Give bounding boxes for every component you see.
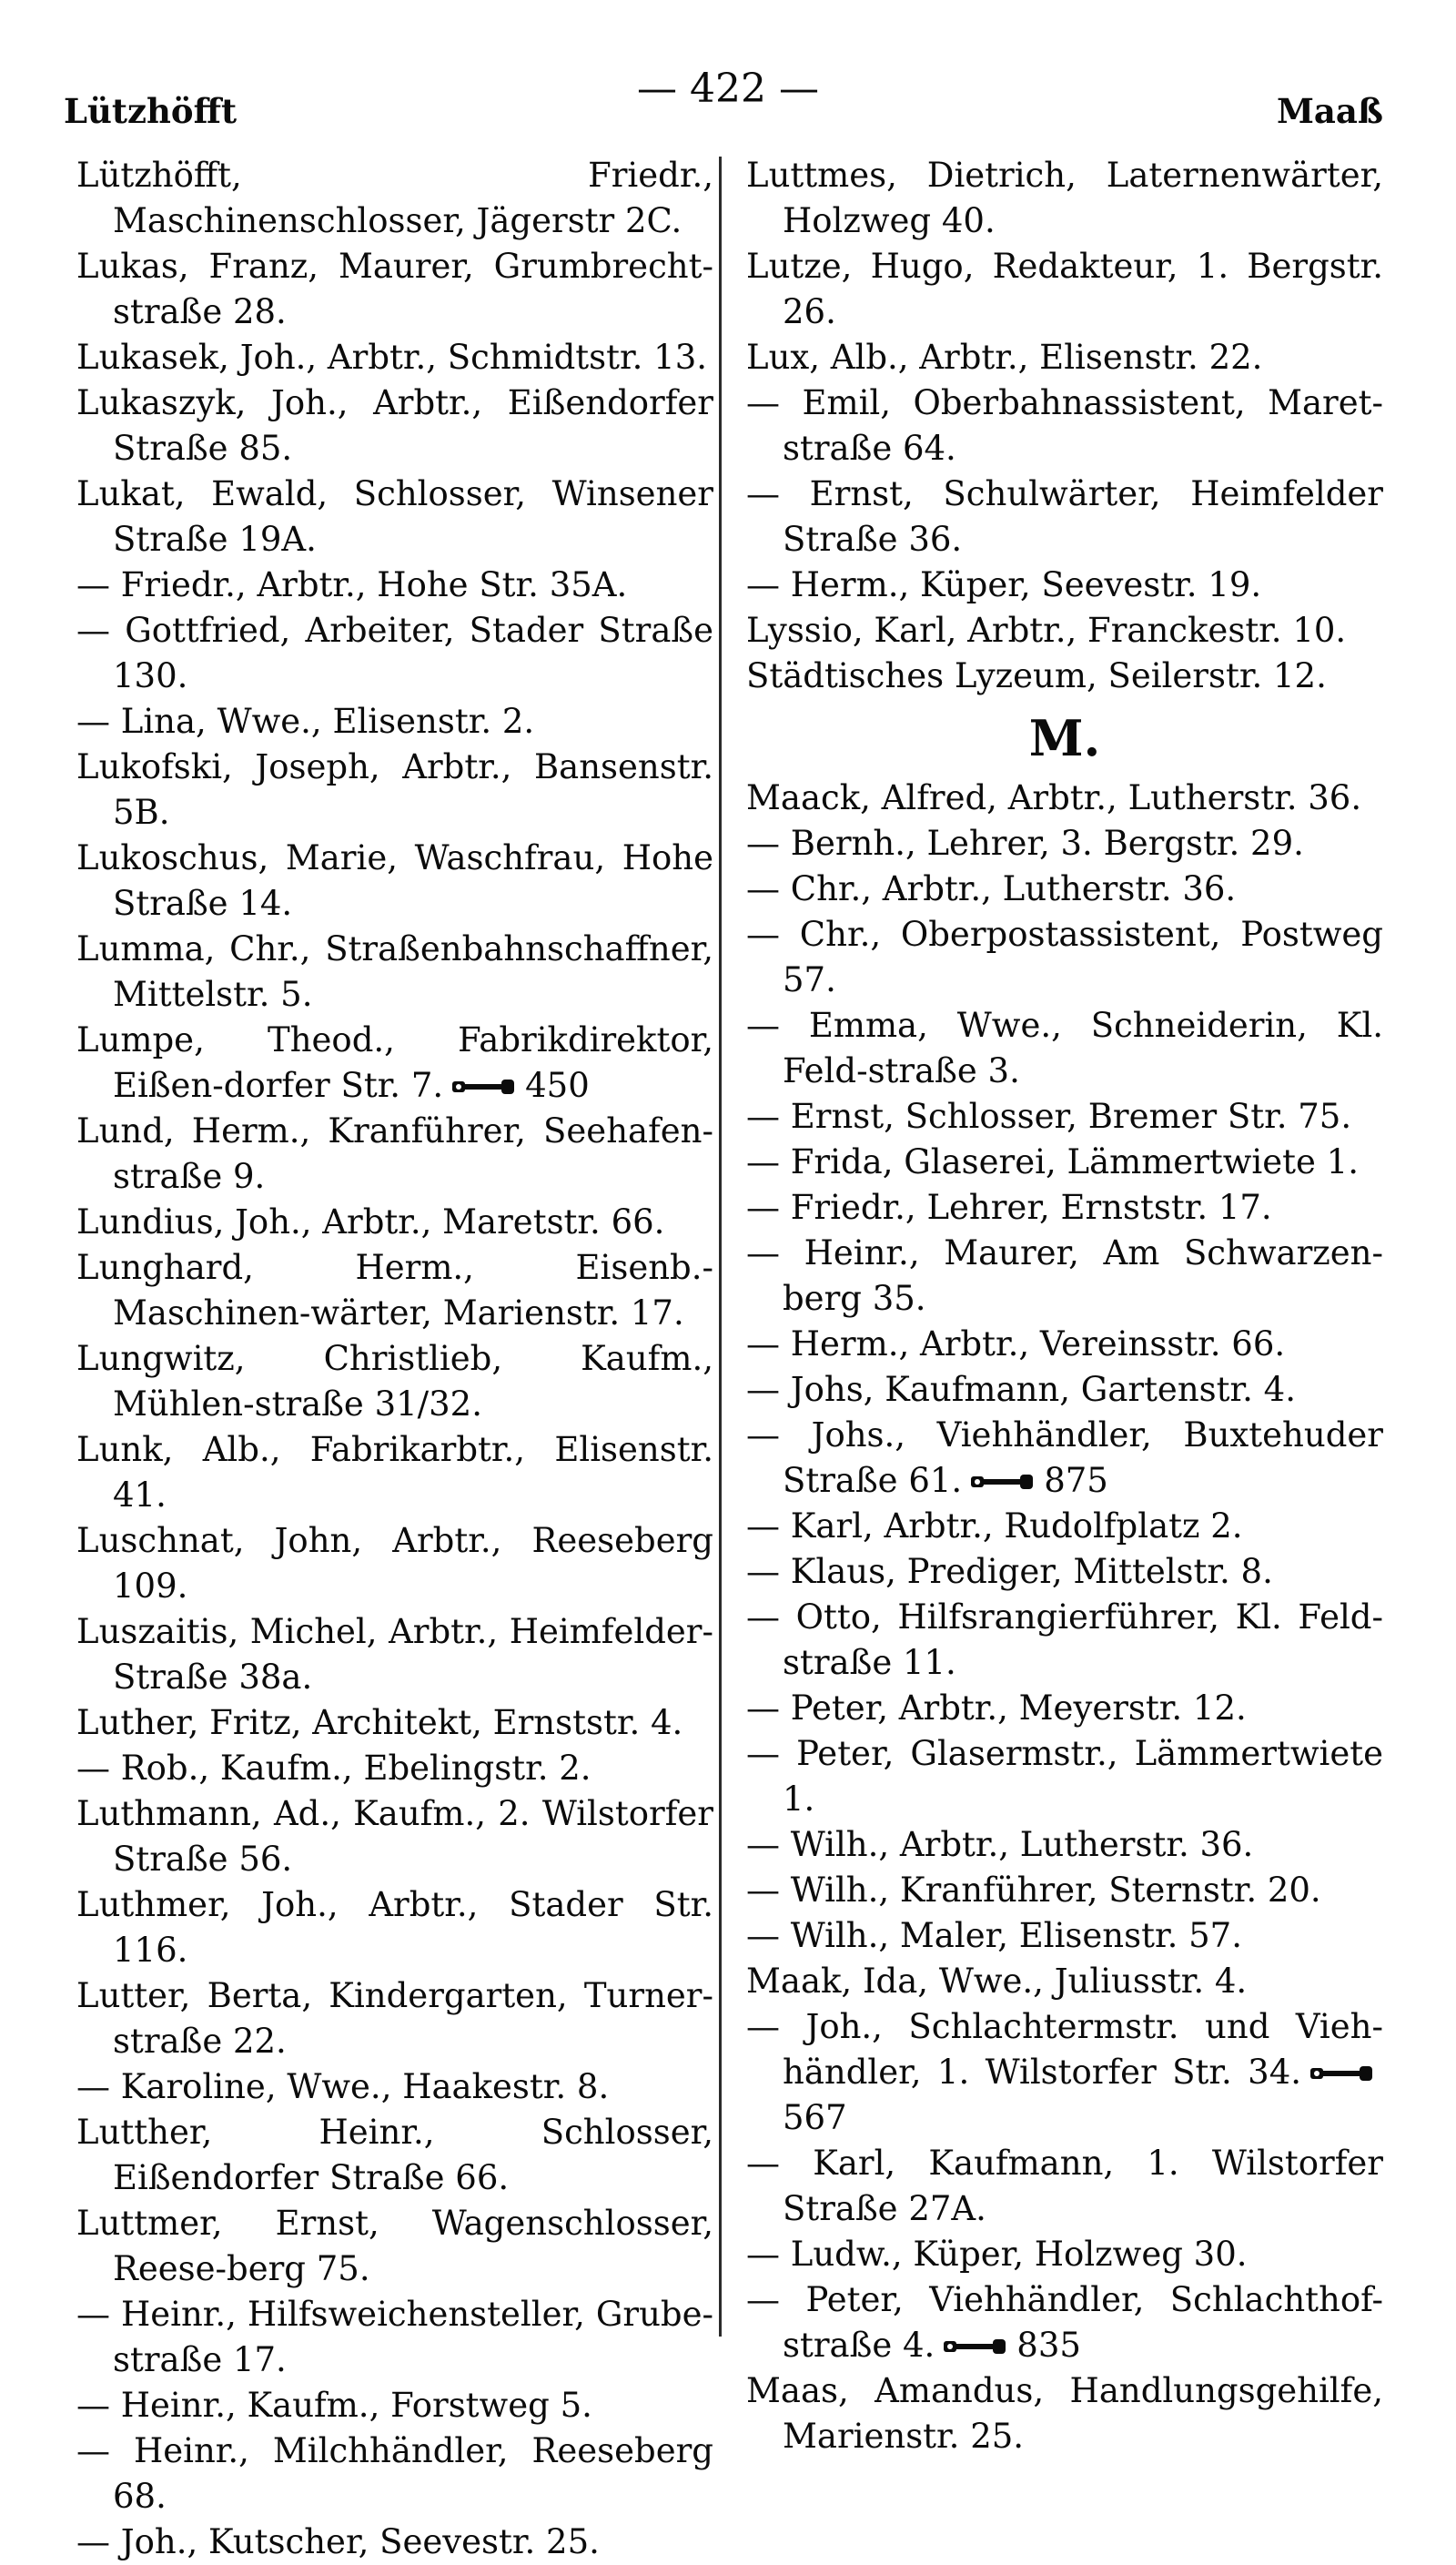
directory-entry bbox=[76, 2064, 713, 2110]
entry-text: Lukaszyk, Joh., Arbtr., Eißendorfer Straße 85. bbox=[76, 383, 713, 468]
directory-entry bbox=[76, 1427, 713, 1518]
directory-entry bbox=[746, 776, 1383, 821]
entry-text: Lundius, Joh., Arbtr., Maretstr. 66. bbox=[76, 1202, 665, 1242]
entry-text: Luttmes, Dietrich, Laternenwärter, Holzweg 40. bbox=[746, 156, 1383, 240]
entry-text: Luthmer, Joh., Arbtr., Stader Str. 116. bbox=[76, 1885, 713, 1970]
entry-text: Lyssio, Karl, Arbtr., Franckestr. 10. bbox=[746, 611, 1347, 650]
directory-entry bbox=[76, 2428, 713, 2519]
directory-entry bbox=[76, 1700, 713, 1746]
directory-entry bbox=[76, 1109, 713, 1200]
directory-entry bbox=[746, 867, 1383, 912]
directory-entry bbox=[746, 1549, 1383, 1595]
directory-entry bbox=[746, 608, 1383, 654]
directory-entry bbox=[76, 836, 713, 927]
entry-text: — Herm., Arbtr., Vereinsstr. 66. bbox=[746, 1324, 1286, 1364]
phone-number: 835 bbox=[1016, 2326, 1081, 2365]
entry-text: — Frida, Glaserei, Lämmertwiete 1. bbox=[746, 1142, 1359, 1181]
running-head-left: Lützhöfft bbox=[64, 91, 238, 131]
directory-entry bbox=[746, 1231, 1383, 1322]
entry-text: Lukofski, Joseph, Arbtr., Bansenstr. 5B. bbox=[76, 747, 713, 832]
directory-entry bbox=[76, 745, 713, 836]
entry-text: — Heinr., Hilfsweichensteller, Grube-straße 17. bbox=[76, 2295, 713, 2379]
entry-text: — Wilh., Maler, Elisenstr. 57. bbox=[746, 1916, 1242, 1955]
entry-text: Lukoschus, Marie, Waschfrau, Hohe Straße 14. bbox=[76, 838, 713, 923]
directory-entry bbox=[76, 471, 713, 563]
entry-text: Luttmer, Ernst, Wagenschlosser, Reese-berg 75. bbox=[76, 2204, 713, 2288]
entry-text: — Otto, Hilfsrangierführer, Kl. Feld-straße 11. bbox=[746, 1597, 1383, 1682]
entry-text: Lukat, Ewald, Schlosser, Winsener Straße 19A. bbox=[76, 474, 713, 559]
entry-text: Luszaitis, Michel, Arbtr., Heimfelder-Straße 38a. bbox=[76, 1612, 713, 1697]
directory-entry bbox=[746, 1686, 1383, 1731]
entry-text: — Wilh., Arbtr., Lutherstr. 36. bbox=[746, 1825, 1254, 1864]
directory-entry bbox=[76, 2519, 713, 2565]
entry-text: Lunk, Alb., Fabrikarbtr., Elisenstr. 41. bbox=[76, 1430, 713, 1515]
directory-entry bbox=[746, 1822, 1383, 1868]
entry-text: — Gottfried, Arbeiter, Stader Straße 130. bbox=[76, 611, 713, 695]
entry-text: — Klaus, Prediger, Mittelstr. 8. bbox=[746, 1552, 1273, 1591]
entry-text: Maack, Alfred, Arbtr., Lutherstr. 36. bbox=[746, 778, 1362, 817]
telephone-icon bbox=[450, 1075, 518, 1099]
section-letter: M. bbox=[1028, 709, 1101, 767]
directory-entry bbox=[746, 1094, 1383, 1140]
entry-text: — Friedr., Lehrer, Ernststr. 17. bbox=[746, 1188, 1272, 1227]
directory-entry bbox=[746, 1731, 1383, 1822]
entry-text: — Ernst, Schulwärter, Heimfelder Straße 36. bbox=[746, 474, 1383, 559]
entry-text: — Bernh., Lehrer, 3. Bergstr. 29. bbox=[746, 824, 1304, 863]
phone-number: 450 bbox=[525, 1066, 590, 1105]
directory-entry bbox=[76, 1609, 713, 1700]
directory-entry bbox=[746, 912, 1383, 1003]
entry-text: — Johs., Viehhändler, Buxtehuder Straße 61. bbox=[746, 1415, 1383, 1500]
directory-entry bbox=[746, 1595, 1383, 1686]
column-divider bbox=[719, 157, 722, 2337]
directory-entry bbox=[76, 1791, 713, 1882]
directory-entry bbox=[76, 1518, 713, 1609]
directory-entry bbox=[76, 1018, 713, 1109]
directory-entry bbox=[76, 563, 713, 608]
telephone-icon bbox=[969, 1470, 1036, 1494]
directory-entry bbox=[76, 1746, 713, 1791]
directory-entry bbox=[746, 471, 1383, 563]
directory-entry bbox=[76, 2201, 713, 2292]
entry-text: — Peter, Viehhändler, Schlachthof-straße 4. bbox=[746, 2280, 1383, 2365]
directory-entry bbox=[746, 335, 1383, 380]
entry-text: — Karl, Arbtr., Rudolfplatz 2. bbox=[746, 1506, 1243, 1546]
left-column bbox=[76, 153, 713, 2565]
directory-entry bbox=[746, 1322, 1383, 1367]
phone-number: 567 bbox=[783, 2098, 847, 2137]
entry-text: Lund, Herm., Kranführer, Seehafen-straße 9. bbox=[76, 1111, 713, 1196]
directory-entry bbox=[76, 380, 713, 471]
entry-text: — Chr., Oberpostassistent, Postweg 57. bbox=[746, 915, 1383, 999]
entry-text: Lumma, Chr., Straßenbahnschaffner, Mittelstr. 5. bbox=[76, 929, 713, 1014]
entry-text: — Friedr., Arbtr., Hohe Str. 35A. bbox=[76, 565, 628, 604]
running-head-right: Maaß bbox=[1276, 91, 1383, 131]
directory-entry bbox=[76, 608, 713, 699]
directory-entry bbox=[76, 335, 713, 380]
right-column bbox=[746, 153, 1383, 2459]
entry-text: — Heinr., Kaufm., Forstweg 5. bbox=[76, 2386, 592, 2425]
directory-entry bbox=[76, 699, 713, 745]
directory-entry bbox=[76, 927, 713, 1018]
directory-entry bbox=[746, 654, 1383, 699]
entry-text: — Karoline, Wwe., Haakestr. 8. bbox=[76, 2067, 610, 2106]
entry-text: Lutze, Hugo, Redakteur, 1. Bergstr. 26. bbox=[746, 247, 1383, 331]
directory-entry bbox=[746, 1367, 1383, 1413]
entry-text: Lutther, Heinr., Schlosser, Eißendorfer Straße 66. bbox=[76, 2113, 713, 2197]
directory-entry bbox=[76, 244, 713, 335]
directory-entry bbox=[76, 1882, 713, 1973]
entry-text: — Joh., Schlachtermstr. und Vieh-händler, 1. Wilstorfer Str. 34. bbox=[746, 2007, 1383, 2092]
entry-text: Maak, Ida, Wwe., Juliusstr. 4. bbox=[746, 1962, 1248, 2001]
entry-text: — Ernst, Schlosser, Bremer Str. 75. bbox=[746, 1097, 1352, 1136]
entry-text: Lukas, Franz, Maurer, Grumbrecht-straße 28. bbox=[76, 247, 713, 331]
directory-entry bbox=[746, 380, 1383, 471]
directory-entry bbox=[746, 1868, 1383, 1913]
entry-text: Luschnat, John, Arbtr., Reeseberg 109. bbox=[76, 1521, 713, 1606]
entry-text: Maas, Amandus, Handlungsgehilfe, Marienstr. 25. bbox=[746, 2371, 1383, 2456]
entry-text: Lukasek, Joh., Arbtr., Schmidtstr. 13. bbox=[76, 338, 708, 377]
entry-text: — Herm., Küper, Seevestr. 19. bbox=[746, 565, 1262, 604]
entry-text: Städtisches Lyzeum, Seilerstr. 12. bbox=[746, 656, 1327, 695]
directory-entry bbox=[746, 1003, 1383, 1094]
directory-entry bbox=[76, 1245, 713, 1336]
entry-text: — Heinr., Milchhändler, Reeseberg 68. bbox=[76, 2431, 713, 2516]
phone-number: 875 bbox=[1044, 1461, 1108, 1500]
directory-entry bbox=[746, 1413, 1383, 1504]
entry-text: — Heinr., Maurer, Am Schwarzen-berg 35. bbox=[746, 1233, 1383, 1318]
directory-entry bbox=[76, 2383, 713, 2428]
directory-entry bbox=[746, 2368, 1383, 2459]
telephone-icon bbox=[1309, 2062, 1376, 2085]
entry-text: Lux, Alb., Arbtr., Elisenstr. 22. bbox=[746, 338, 1263, 377]
directory-entry bbox=[76, 2110, 713, 2201]
entry-text: — Emil, Oberbahnassistent, Maret-straße 64. bbox=[746, 383, 1383, 468]
directory-entry bbox=[746, 2004, 1383, 2141]
entry-text: — Ludw., Küper, Holzweg 30. bbox=[746, 2235, 1248, 2274]
telephone-icon bbox=[942, 2335, 1009, 2358]
directory-entry bbox=[76, 1336, 713, 1427]
directory-entry bbox=[746, 1959, 1383, 2004]
directory-entry bbox=[76, 1973, 713, 2064]
directory-entry bbox=[746, 563, 1383, 608]
directory-entry bbox=[746, 821, 1383, 867]
entry-text: — Wilh., Kranführer, Sternstr. 20. bbox=[746, 1871, 1321, 1910]
directory-entry bbox=[746, 153, 1383, 244]
entry-text: — Emma, Wwe., Schneiderin, Kl. Feld-straße 3. bbox=[746, 1006, 1383, 1090]
entry-text: Lunghard, Herm., Eisenb.-Maschinen-wärter, Marienstr. 17. bbox=[76, 1248, 713, 1333]
directory-entry bbox=[746, 2277, 1383, 2368]
entry-text: Lützhöfft, Friedr., Maschinenschlosser, Jägerstr 2C. bbox=[76, 156, 713, 240]
directory-entry bbox=[746, 1913, 1383, 1959]
entry-text: — Chr., Arbtr., Lutherstr. 36. bbox=[746, 869, 1237, 908]
directory-entry bbox=[76, 153, 713, 244]
entry-text: — Peter, Arbtr., Meyerstr. 12. bbox=[746, 1688, 1247, 1728]
entry-text: — Joh., Kutscher, Seevestr. 25. bbox=[76, 2522, 600, 2561]
directory-entry bbox=[746, 2141, 1383, 2232]
page-number: — 422 — bbox=[637, 66, 819, 112]
directory-entry bbox=[746, 1140, 1383, 1185]
entry-text: — Karl, Kaufmann, 1. Wilstorfer Straße 27A. bbox=[746, 2144, 1383, 2228]
directory-entry bbox=[746, 1185, 1383, 1231]
entry-text: — Johs, Kaufmann, Gartenstr. 4. bbox=[746, 1370, 1296, 1409]
entry-text: Lungwitz, Christlieb, Kaufm., Mühlen-straße 31/32. bbox=[76, 1339, 713, 1424]
directory-entry bbox=[746, 244, 1383, 335]
directory-entry bbox=[76, 2292, 713, 2383]
entry-text: — Peter, Glasermstr., Lämmertwiete 1. bbox=[746, 1734, 1383, 1819]
entry-text: Luthmann, Ad., Kaufm., 2. Wilstorfer Straße 56. bbox=[76, 1794, 713, 1879]
entry-text: Lutter, Berta, Kindergarten, Turner-straße 22. bbox=[76, 1976, 713, 2061]
entry-text: — Lina, Wwe., Elisenstr. 2. bbox=[76, 702, 535, 741]
entry-text: Lumpe, Theod., Fabrikdirektor, Eißen-dorfer Str. 7. bbox=[76, 1020, 713, 1105]
directory-entry bbox=[746, 1504, 1383, 1549]
page-header bbox=[0, 0, 1456, 137]
entry-text: — Rob., Kaufm., Ebelingstr. 2. bbox=[76, 1749, 592, 1788]
entry-text: Luther, Fritz, Architekt, Ernststr. 4. bbox=[76, 1703, 683, 1742]
directory-entry bbox=[76, 1200, 713, 1245]
directory-entry bbox=[746, 2232, 1383, 2277]
